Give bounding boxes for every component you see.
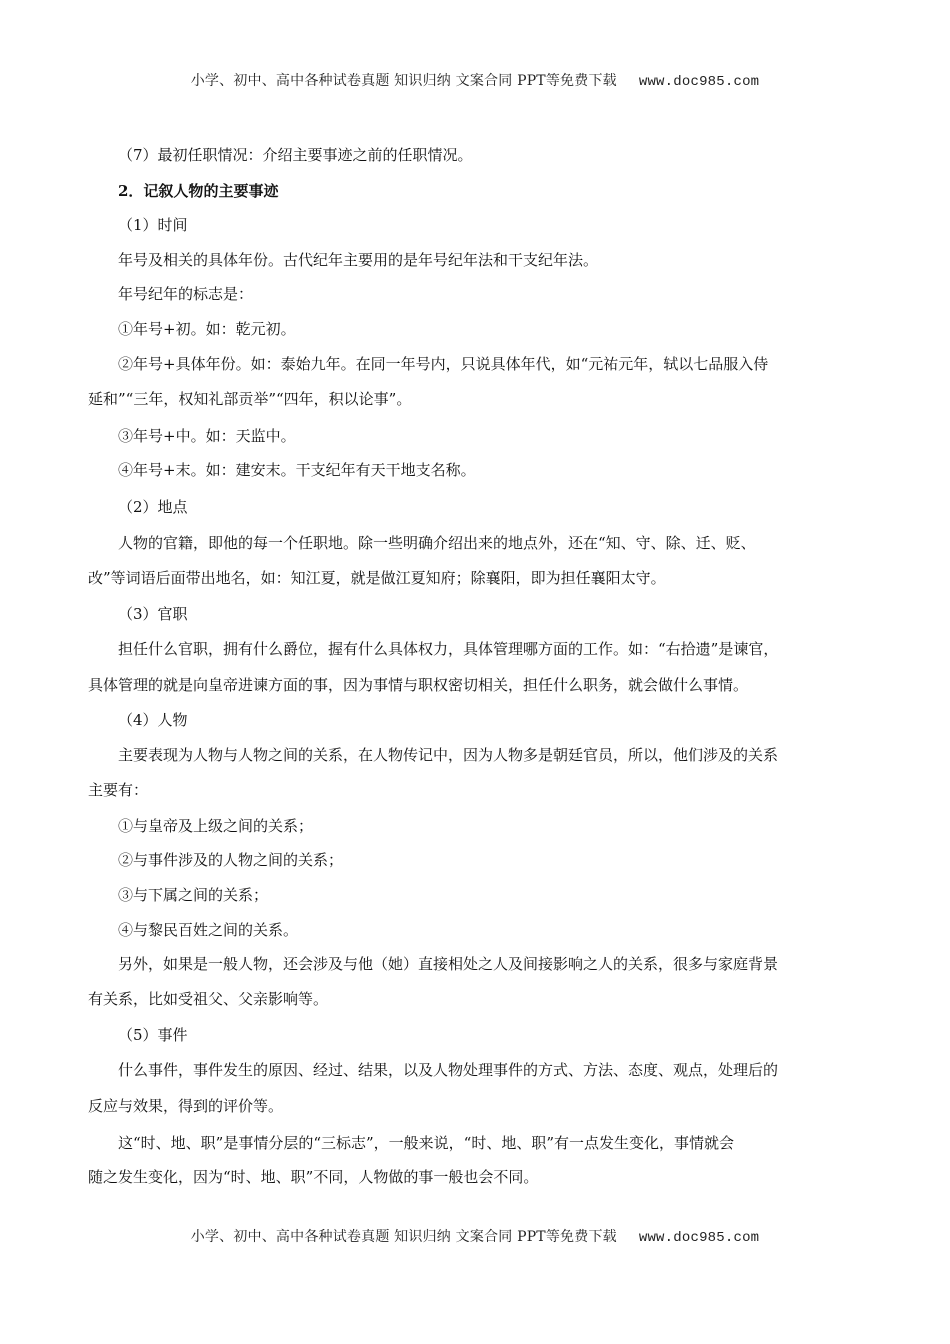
- text-line: （3）官职: [118, 605, 188, 623]
- text-line: 人物的官籍，即他的每一个任职地。除一些明确介绍出来的地点外，还在“知、守、除、迁、贬、: [118, 534, 756, 552]
- text-line: ①年号+初。如：乾元初。: [118, 320, 296, 338]
- text-line: ④年号+末。如：建安末。干支纪年有天干地支名称。: [118, 461, 476, 479]
- text-line: （2）地点: [118, 498, 188, 516]
- text-line: 这“时、地、职”是事情分层的“三标志”，一般来说，“时、地、职”有一点发生变化，事情就会: [118, 1134, 735, 1152]
- text-line: 担任什么官职，拥有什么爵位，握有什么具体权力，具体管理哪方面的工作。如：“右拾遗”是谏官，: [118, 640, 779, 658]
- section-heading: 2．记叙人物的主要事迹: [118, 182, 279, 200]
- text-line: 改”等词语后面带出地名，如：知江夏，就是做江夏知府；除襄阳，即为担任襄阳太守。: [88, 569, 666, 587]
- page-header: [0, 70, 950, 90]
- text-line: 另外，如果是一般人物，还会涉及与他（她）直接相处之人及间接影响之人的关系，很多与家庭背景: [118, 955, 779, 973]
- text-line: 年号及相关的具体年份。古代纪年主要用的是年号纪年法和干支纪年法。: [118, 251, 599, 269]
- text-line: ④与黎民百姓之间的关系。: [118, 921, 299, 939]
- text-line: ②年号+具体年份。如：泰始九年。在同一年号内，只说具体年代，如“元祐元年，轼以七品服入侍: [118, 355, 769, 373]
- text-line: 主要有：: [88, 781, 149, 799]
- footer-text: 小学、初中、高中各种试卷真题 知识归纳 文案合同 PPT等免费下载: [190, 1229, 617, 1245]
- text-line: （7）最初任职情况：介绍主要事迹之前的任职情况。: [118, 146, 473, 164]
- text-line: 具体管理的就是向皇帝进谏方面的事，因为事情与职权密切相关，担任什么职务，就会做什么事情。: [88, 676, 749, 694]
- text-line: 什么事件，事件发生的原因、经过、结果，以及人物处理事件的方式、方法、态度、观点，处理后的: [118, 1061, 779, 1079]
- text-line: ③与下属之间的关系；: [118, 886, 269, 904]
- text-line: 有关系，比如受祖父、父亲影响等。: [88, 990, 329, 1008]
- text-line: （5）事件: [118, 1026, 188, 1044]
- header-text: 小学、初中、高中各种试卷真题 知识归纳 文案合同 PPT等免费下载: [190, 73, 617, 89]
- text-line: ③年号+中。如：天监中。: [118, 427, 296, 445]
- footer-url: www.doc985.com: [638, 1230, 760, 1246]
- text-line: ②与事件涉及的人物之间的关系；: [118, 851, 344, 869]
- header-url: www.doc985.com: [638, 74, 760, 90]
- text-line: （4）人物: [118, 711, 188, 729]
- text-line: 年号纪年的标志是：: [118, 285, 254, 303]
- page-footer: [0, 1226, 950, 1246]
- text-line: 主要表现为人物与人物之间的关系，在人物传记中，因为人物多是朝廷官员，所以，他们涉及的关系: [118, 746, 779, 764]
- text-line: ①与皇帝及上级之间的关系；: [118, 817, 314, 835]
- text-line: （1）时间: [118, 216, 188, 234]
- text-line: 随之发生变化，因为“时、地、职”不同，人物做的事一般也会不同。: [88, 1168, 539, 1186]
- text-line: 反应与效果，得到的评价等。: [88, 1097, 284, 1115]
- text-line: 延和”“三年，权知礼部贡举”“四年，积以论事”。: [88, 390, 412, 408]
